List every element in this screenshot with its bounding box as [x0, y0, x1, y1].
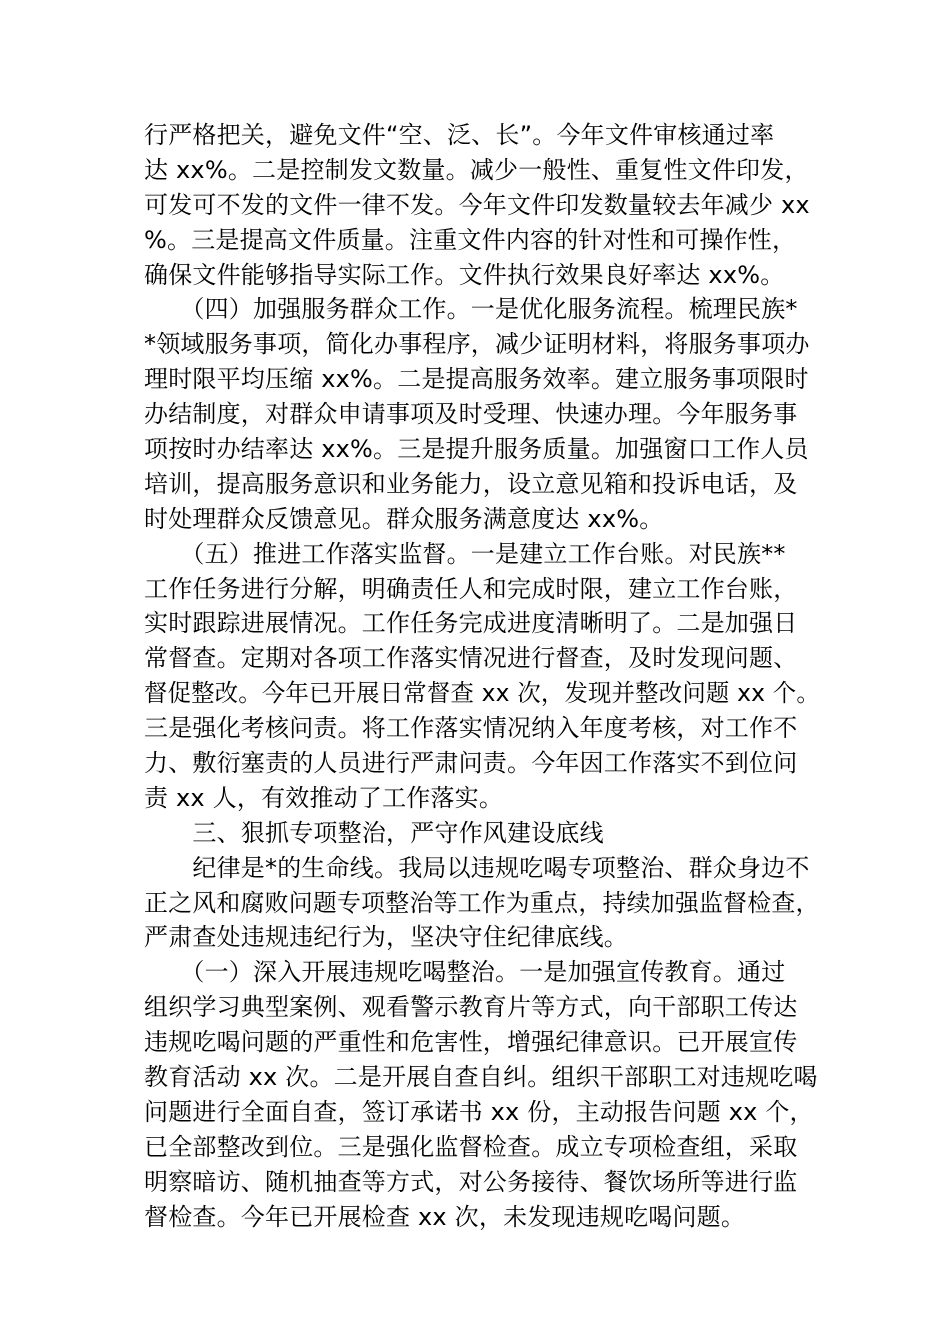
- text-line: 力、敷衍塞责的人员进行严肃问责。今年因工作落实不到位问: [144, 749, 798, 778]
- text-line: 组织学习典型案例、观看警示教育片等方式，向干部职工传达: [144, 993, 798, 1022]
- text-line: *领域服务事项，简化办事程序，减少证明材料，将服务事项办: [144, 330, 810, 359]
- document-body: [144, 118, 820, 1235]
- text-line: 责 xx 人，有效推动了工作落实。: [144, 783, 504, 812]
- text-line: 确保文件能够指导实际工作。文件执行效果良好率达 xx%。: [144, 260, 785, 289]
- text-line: 问题进行全面自查，签订承诺书 xx 份，主动报告问题 xx 个，: [144, 1097, 814, 1126]
- text-line: 时处理群众反馈意见。群众服务满意度达 xx%。: [144, 504, 664, 533]
- text-line: （四）加强服务群众工作。一是优化服务流程。梳理民族*: [144, 295, 798, 324]
- section-heading: 三、狠抓专项整治，严守作风建设底线: [144, 818, 604, 847]
- text-line: 项按时办结率达 xx%。三是提升服务质量。加强窗口工作人员: [144, 435, 809, 464]
- text-line: %。三是提高文件质量。注重文件内容的针对性和可操作性，: [144, 225, 797, 254]
- text-line: 已全部整改到位。三是强化监督检查。成立专项检查组，采取: [144, 1132, 798, 1161]
- text-line: 正之风和腐败问题专项整治等工作为重点，持续加强监督检查，: [144, 888, 820, 917]
- text-line: 明察暗访、随机抽查等方式，对公务接待、餐饮场所等进行监: [144, 1167, 798, 1196]
- text-line: 三是强化考核问责。将工作落实情况纳入年度考核，对工作不: [144, 714, 798, 743]
- text-line: 可发可不发的文件一律不发。今年文件印发数量较去年减少 xx: [144, 190, 810, 219]
- text-line: （一）深入开展违规吃喝整治。一是加强宣传教育。通过: [144, 958, 786, 987]
- text-line: （五）推进工作落实监督。一是建立工作台账。对民族**: [144, 539, 786, 568]
- text-line: 行严格把关，避免文件“空、泛、长”。今年文件审核通过率: [144, 121, 775, 149]
- text-line: 工作任务进行分解，明确责任人和完成时限，建立工作台账，: [144, 574, 798, 603]
- text-line: 违规吃喝问题的严重性和危害性，增强纪律意识。已开展宣传: [144, 1028, 798, 1057]
- text-line: 常督查。定期对各项工作落实情况进行督查，及时发现问题、: [144, 644, 798, 673]
- text-line: 督检查。今年已开展检查 xx 次，未发现违规吃喝问题。: [144, 1202, 746, 1231]
- text-line: 达 xx%。二是控制发文数量。减少一般性、重复性文件印发，: [144, 155, 809, 184]
- text-line: 督促整改。今年已开展日常督查 xx 次，发现并整改问题 xx 个。: [144, 679, 820, 708]
- text-line: 办结制度，对群众申请事项及时受理、快速办理。今年服务事: [144, 400, 798, 429]
- text-line: 理时限平均压缩 xx%。二是提高服务效率。建立服务事项限时: [144, 365, 809, 394]
- text-line: 培训，提高服务意识和业务能力，设立意见箱和投诉电话，及: [144, 469, 798, 498]
- text-line: 严肃查处违规违纪行为，坚决守住纪律底线。: [144, 923, 628, 952]
- text-line: 纪律是*的生命线。我局以违规吃喝专项整治、群众身边不: [144, 853, 810, 882]
- text-line: 教育活动 xx 次。二是开展自查自纠。组织干部职工对违规吃喝: [144, 1063, 818, 1092]
- text-line: 实时跟踪进展情况。工作任务完成进度清晰明了。二是加强日: [144, 609, 798, 638]
